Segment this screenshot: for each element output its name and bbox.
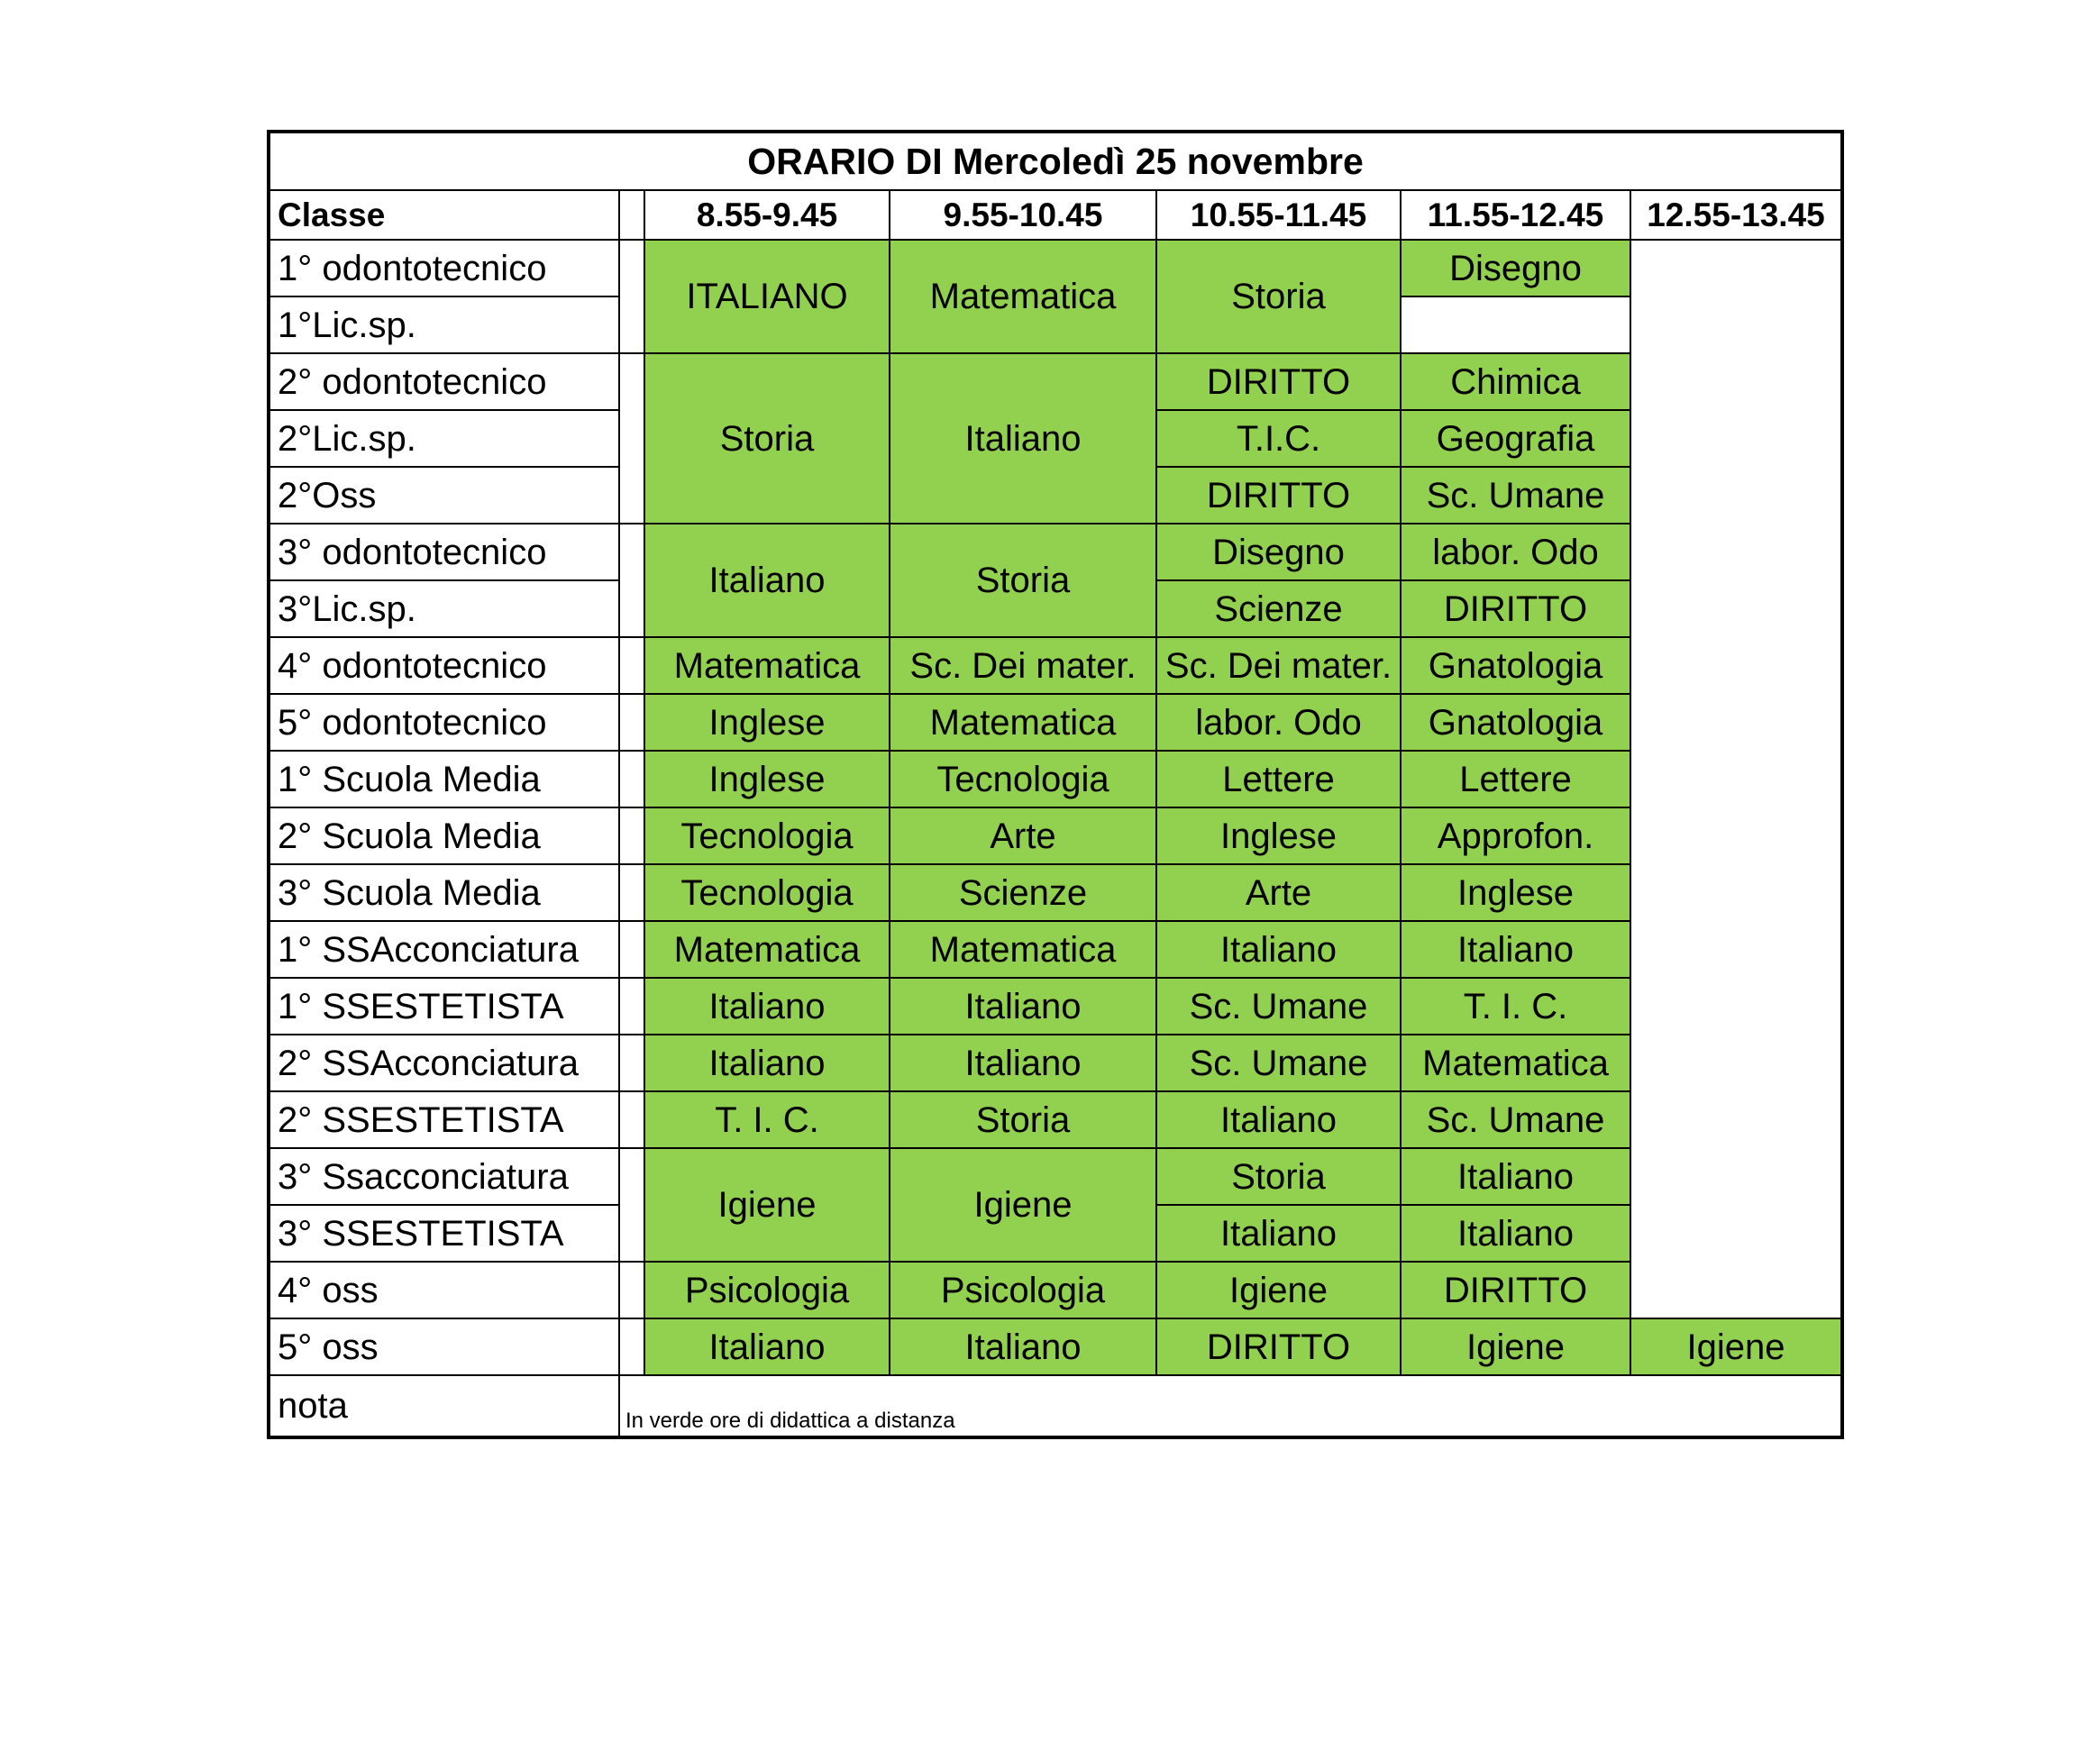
table-row [269,1318,1842,1375]
nota-label: nota [269,1375,619,1437]
subject-cell: Geografia [1401,410,1630,467]
spacer-cell [619,807,644,864]
subject-cell: Inglese [644,694,890,751]
subject-cell: Storia [1156,240,1401,353]
table-row [269,751,1842,807]
class-name: 2°Oss [269,467,619,524]
table-row [269,978,1842,1035]
spacer-cell [619,751,644,807]
page-title: ORARIO DI Mercoledì 25 novembre [269,132,1842,190]
header-slot-3: 10.55-11.45 [1156,190,1401,240]
subject-cell: DIRITTO [1156,353,1401,410]
subject-cell: Italiano [644,1035,890,1091]
class-name: 2° SSAcconciatura [269,1035,619,1091]
spacer-cell [619,921,644,978]
subject-cell: Inglese [644,751,890,807]
table-row [269,1035,1842,1091]
subject-cell: Sc. Dei mater. [890,637,1156,694]
subject-cell: Sc. Dei mater. [1156,637,1401,694]
table-row [269,864,1842,921]
class-name: 5° oss [269,1318,619,1375]
table-row [269,524,1842,580]
spacer-cell [619,353,644,524]
table-row [269,1262,1842,1318]
subject-cell: ITALIANO [644,240,890,353]
subject-cell: Disegno [1401,240,1630,296]
subject-cell: Inglese [1401,864,1630,921]
subject-cell: labor. Odo [1401,524,1630,580]
subject-cell: Igiene [1401,1318,1630,1375]
spacer-cell [619,694,644,751]
subject-cell: Storia [1156,1148,1401,1205]
spacer-cell [619,524,644,637]
spacer-cell [619,1035,644,1091]
header-classe: Classe [269,190,619,240]
header-slot-5: 12.55-13.45 [1630,190,1842,240]
class-name: 1° odontotecnico [269,240,619,296]
subject-cell: Sc. Umane [1156,1035,1401,1091]
subject-cell: Italiano [890,978,1156,1035]
subject-cell: DIRITTO [1156,1318,1401,1375]
subject-cell: Italiano [1156,1205,1401,1262]
subject-cell: Matematica [1401,1035,1630,1091]
subject-cell: Matematica [890,694,1156,751]
subject-cell: Igiene [1156,1262,1401,1318]
class-name: 2° odontotecnico [269,353,619,410]
class-name: 3° SSESTETISTA [269,1205,619,1262]
timetable [267,130,1844,1439]
subject-cell: Italiano [1156,1091,1401,1148]
subject-cell: DIRITTO [1401,1262,1630,1318]
table-row [269,240,1842,296]
spacer-cell [619,978,644,1035]
subject-cell: Igiene [644,1148,890,1262]
subject-cell: Matematica [644,637,890,694]
subject-cell: Matematica [644,921,890,978]
header-slot-2: 9.55-10.45 [890,190,1156,240]
subject-cell: Italiano [1401,1205,1630,1262]
subject-cell: Matematica [890,240,1156,353]
class-name: 3° Scuola Media [269,864,619,921]
spacer-cell [619,637,644,694]
empty-slot-cell [1401,296,1630,353]
table-row [269,353,1842,410]
subject-cell: Igiene [890,1148,1156,1262]
nota-text: In verde ore di didattica a distanza [619,1375,1842,1437]
subject-cell: Arte [1156,864,1401,921]
class-name: 3° Ssacconciatura [269,1148,619,1205]
subject-cell: Lettere [1156,751,1401,807]
header-spacer [619,190,644,240]
subject-cell: Italiano [644,524,890,637]
class-name: 4° odontotecnico [269,637,619,694]
spacer-cell [619,1262,644,1318]
subject-cell: Italiano [890,1035,1156,1091]
subject-cell: Arte [890,807,1156,864]
subject-cell: Tecnologia [644,864,890,921]
class-name: 1° Scuola Media [269,751,619,807]
class-name: 4° oss [269,1262,619,1318]
subject-cell: labor. Odo [1156,694,1401,751]
class-name: 1°Lic.sp. [269,296,619,353]
nota-row [269,1375,1842,1437]
subject-cell: Sc. Umane [1401,467,1630,524]
empty-slot-cell [1630,240,1842,1318]
subject-cell: Chimica [1401,353,1630,410]
subject-cell: Italiano [1401,1148,1630,1205]
subject-cell: Psicologia [890,1262,1156,1318]
class-name: 2°Lic.sp. [269,410,619,467]
spacer-cell [619,1091,644,1148]
subject-cell: Approfon. [1401,807,1630,864]
subject-cell: Storia [890,1091,1156,1148]
subject-cell: Italiano [1401,921,1630,978]
subject-cell: Storia [890,524,1156,637]
subject-cell: Matematica [890,921,1156,978]
subject-cell: Storia [644,353,890,524]
class-name: 2° Scuola Media [269,807,619,864]
class-name: 3°Lic.sp. [269,580,619,637]
table-row [269,694,1842,751]
subject-cell: Italiano [644,978,890,1035]
subject-cell: T. I. C. [1401,978,1630,1035]
spacer-cell [619,240,644,353]
header-slot-4: 11.55-12.45 [1401,190,1630,240]
subject-cell: Tecnologia [890,751,1156,807]
table-row [269,637,1842,694]
class-name: 3° odontotecnico [269,524,619,580]
subject-cell: T. I. C. [644,1091,890,1148]
spacer-cell [619,864,644,921]
subject-cell: Gnatologia [1401,694,1630,751]
table-row [269,1091,1842,1148]
subject-cell: Italiano [644,1318,890,1375]
subject-cell: DIRITTO [1156,467,1401,524]
subject-cell: Igiene [1630,1318,1842,1375]
subject-cell: Inglese [1156,807,1401,864]
header-row [269,190,1842,240]
subject-cell: Gnatologia [1401,637,1630,694]
class-name: 1° SSESTETISTA [269,978,619,1035]
class-name: 2° SSESTETISTA [269,1091,619,1148]
class-name: 5° odontotecnico [269,694,619,751]
spacer-cell [619,1148,644,1262]
subject-cell: Lettere [1401,751,1630,807]
table-row [269,1148,1842,1205]
subject-cell: Scienze [1156,580,1401,637]
subject-cell: Psicologia [644,1262,890,1318]
subject-cell: Scienze [890,864,1156,921]
subject-cell: Sc. Umane [1156,978,1401,1035]
table-row [269,921,1842,978]
class-name: 1° SSAcconciatura [269,921,619,978]
subject-cell: Italiano [890,353,1156,524]
subject-cell: Sc. Umane [1401,1091,1630,1148]
subject-cell: Disegno [1156,524,1401,580]
subject-cell: Tecnologia [644,807,890,864]
subject-cell: DIRITTO [1401,580,1630,637]
spacer-cell [619,1318,644,1375]
table-row [269,807,1842,864]
subject-cell: Italiano [1156,921,1401,978]
header-slot-1: 8.55-9.45 [644,190,890,240]
subject-cell: Italiano [890,1318,1156,1375]
subject-cell: T.I.C. [1156,410,1401,467]
